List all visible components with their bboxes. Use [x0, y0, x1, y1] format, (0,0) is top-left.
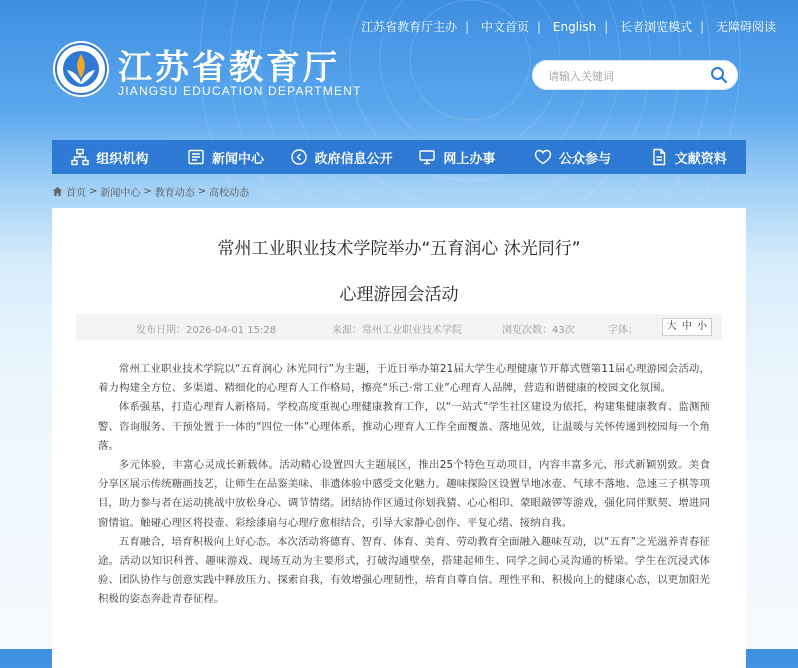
top-link-english[interactable]: English: [552, 20, 597, 34]
article-paragraph: 常州工业职业技术学院以“五育润心 沐光同行”为主题，于近日举办第21届大学生心理健康节开幕式暨第11届心理游园会活动，着力构建全方位、多渠道、精细化的心理育人工作格局，擦亮“乐己·常工业”心理育人品牌，营造和谐健康的校园文化氛围。: [98, 363, 710, 395]
breadcrumb-university-news[interactable]: 高校动态: [209, 188, 250, 199]
article-panel: [52, 208, 746, 668]
article-paragraph: 体系强基，打造心理育人新格局。学校高度重视心理健康教育工作，以“一站式”学生社区建设为依托，构建集健康教育、监测预警、咨询服务、干预处置于一体的“四位一体”心理体系，推动心理育人工作全面覆盖、落地见效，让温暖与关怀传递到校园每一个角落。: [98, 401, 710, 452]
home-icon: [52, 186, 63, 197]
font-size-label: 字体：: [608, 325, 638, 336]
info-disclosure-icon: [290, 148, 308, 166]
search-input[interactable]: [546, 67, 710, 85]
heart-icon: [534, 148, 552, 166]
breadcrumb-home[interactable]: 首页: [66, 188, 86, 199]
news-icon: [187, 148, 205, 166]
top-link-host[interactable]: 江苏省教育厅主办: [361, 20, 458, 34]
publish-date: 发布日期：2026-04-01 15:28: [136, 325, 277, 336]
nav-item-documents[interactable]: [630, 140, 746, 174]
nav-label: 新闻中心: [212, 151, 265, 167]
view-count: 浏览次数：43次: [502, 325, 575, 336]
font-size-switcher: [662, 318, 712, 336]
font-size-medium[interactable]: 中: [681, 321, 692, 332]
site-subtitle: JIANGSU EDUCATION DEPARTMENT: [118, 84, 362, 98]
nav-label: 网上办事: [443, 151, 496, 167]
search-box: [532, 60, 738, 90]
article-paragraph: 多元体验，丰富心灵成长新载体。活动精心设置四大主题展区，推出25个特色互动项目，内容丰富多元、形式新颖别致。美食分享区展示传统糖画技艺，让师生在品鉴美味、非遗体验中感受文化魅力。趣味探险区设置旱地冰壶、气球不落地、急速三子棋等项目，助力参与者在运动挑战中放松身心、调节情绪。团结协作区通过你划我猜、心心相印、蒙眼敲锣等游戏，强化同伴默契、增进同窗情谊。触碰心理区将投壶、彩绘漆扇与心理疗愈相结合，引导大家静心创作、平复心绪、接纳自我。: [98, 459, 710, 529]
article-source: 来源：常州工业职业技术学院: [332, 325, 462, 336]
nav-item-news[interactable]: [168, 140, 284, 174]
article-title-line1: 常州工业职业技术学院举办“五育润心 沐光同行”: [217, 239, 581, 259]
top-link-elder-mode[interactable]: 长者浏览模式: [620, 20, 693, 34]
article-body: [98, 360, 710, 610]
font-size-large[interactable]: 大: [666, 321, 677, 332]
nav-label: 公众参与: [559, 151, 612, 167]
breadcrumb-news[interactable]: 新闻中心: [100, 188, 141, 199]
top-links: 江苏省教育厅主办 | 中文首页 | English | 长者浏览模式 | 无障碍阅读: [361, 20, 776, 34]
site-title: 江苏省教育厅: [118, 48, 340, 88]
breadcrumb-edu-news[interactable]: 教育动态: [154, 188, 195, 199]
nav-label: 政府信息公开: [314, 151, 393, 167]
nav-item-info-disclosure[interactable]: [283, 140, 399, 174]
search-icon[interactable]: [710, 66, 728, 84]
nav-item-online-service[interactable]: [399, 140, 515, 174]
article-meta: [76, 314, 722, 340]
online-service-icon: [418, 148, 436, 166]
nav-label: 组织机构: [96, 151, 149, 167]
org-chart-icon: [71, 148, 89, 166]
nav-label: 文献资料: [674, 151, 727, 167]
font-size-small[interactable]: 小: [697, 321, 707, 332]
article-title-line2: 心理游园会活动: [339, 285, 459, 305]
breadcrumb: 首页 > 新闻中心 > 教育动态 > 高校动态: [52, 184, 249, 199]
nav-item-organization[interactable]: [52, 140, 168, 174]
article-paragraph: 五育融合，培育积极向上好心态。本次活动将德育、智育、体育、美育、劳动教育全面融入趣味互动，以“五育”之光滋养青春征途。活动以知识科普、趣味游戏、现场互动为主要形式，打破沟通壁垒，搭建起师生、同学之间心灵沟通的桥梁。学生在沉浸式体验、团队协作与创意实践中释放压力、探索自我，有效增强心理韧性，培育自尊自信、理性平和、积极向上的健康心态，以更加阳光积极的姿态奔赴青春征程。: [98, 535, 710, 606]
main-nav: [52, 140, 746, 174]
top-link-accessible[interactable]: 无障碍阅读: [715, 20, 776, 34]
document-icon: [650, 148, 668, 166]
top-link-chinese-home[interactable]: 中文首页: [480, 20, 529, 34]
department-logo[interactable]: [52, 40, 110, 98]
nav-item-public-participation[interactable]: [515, 140, 631, 174]
